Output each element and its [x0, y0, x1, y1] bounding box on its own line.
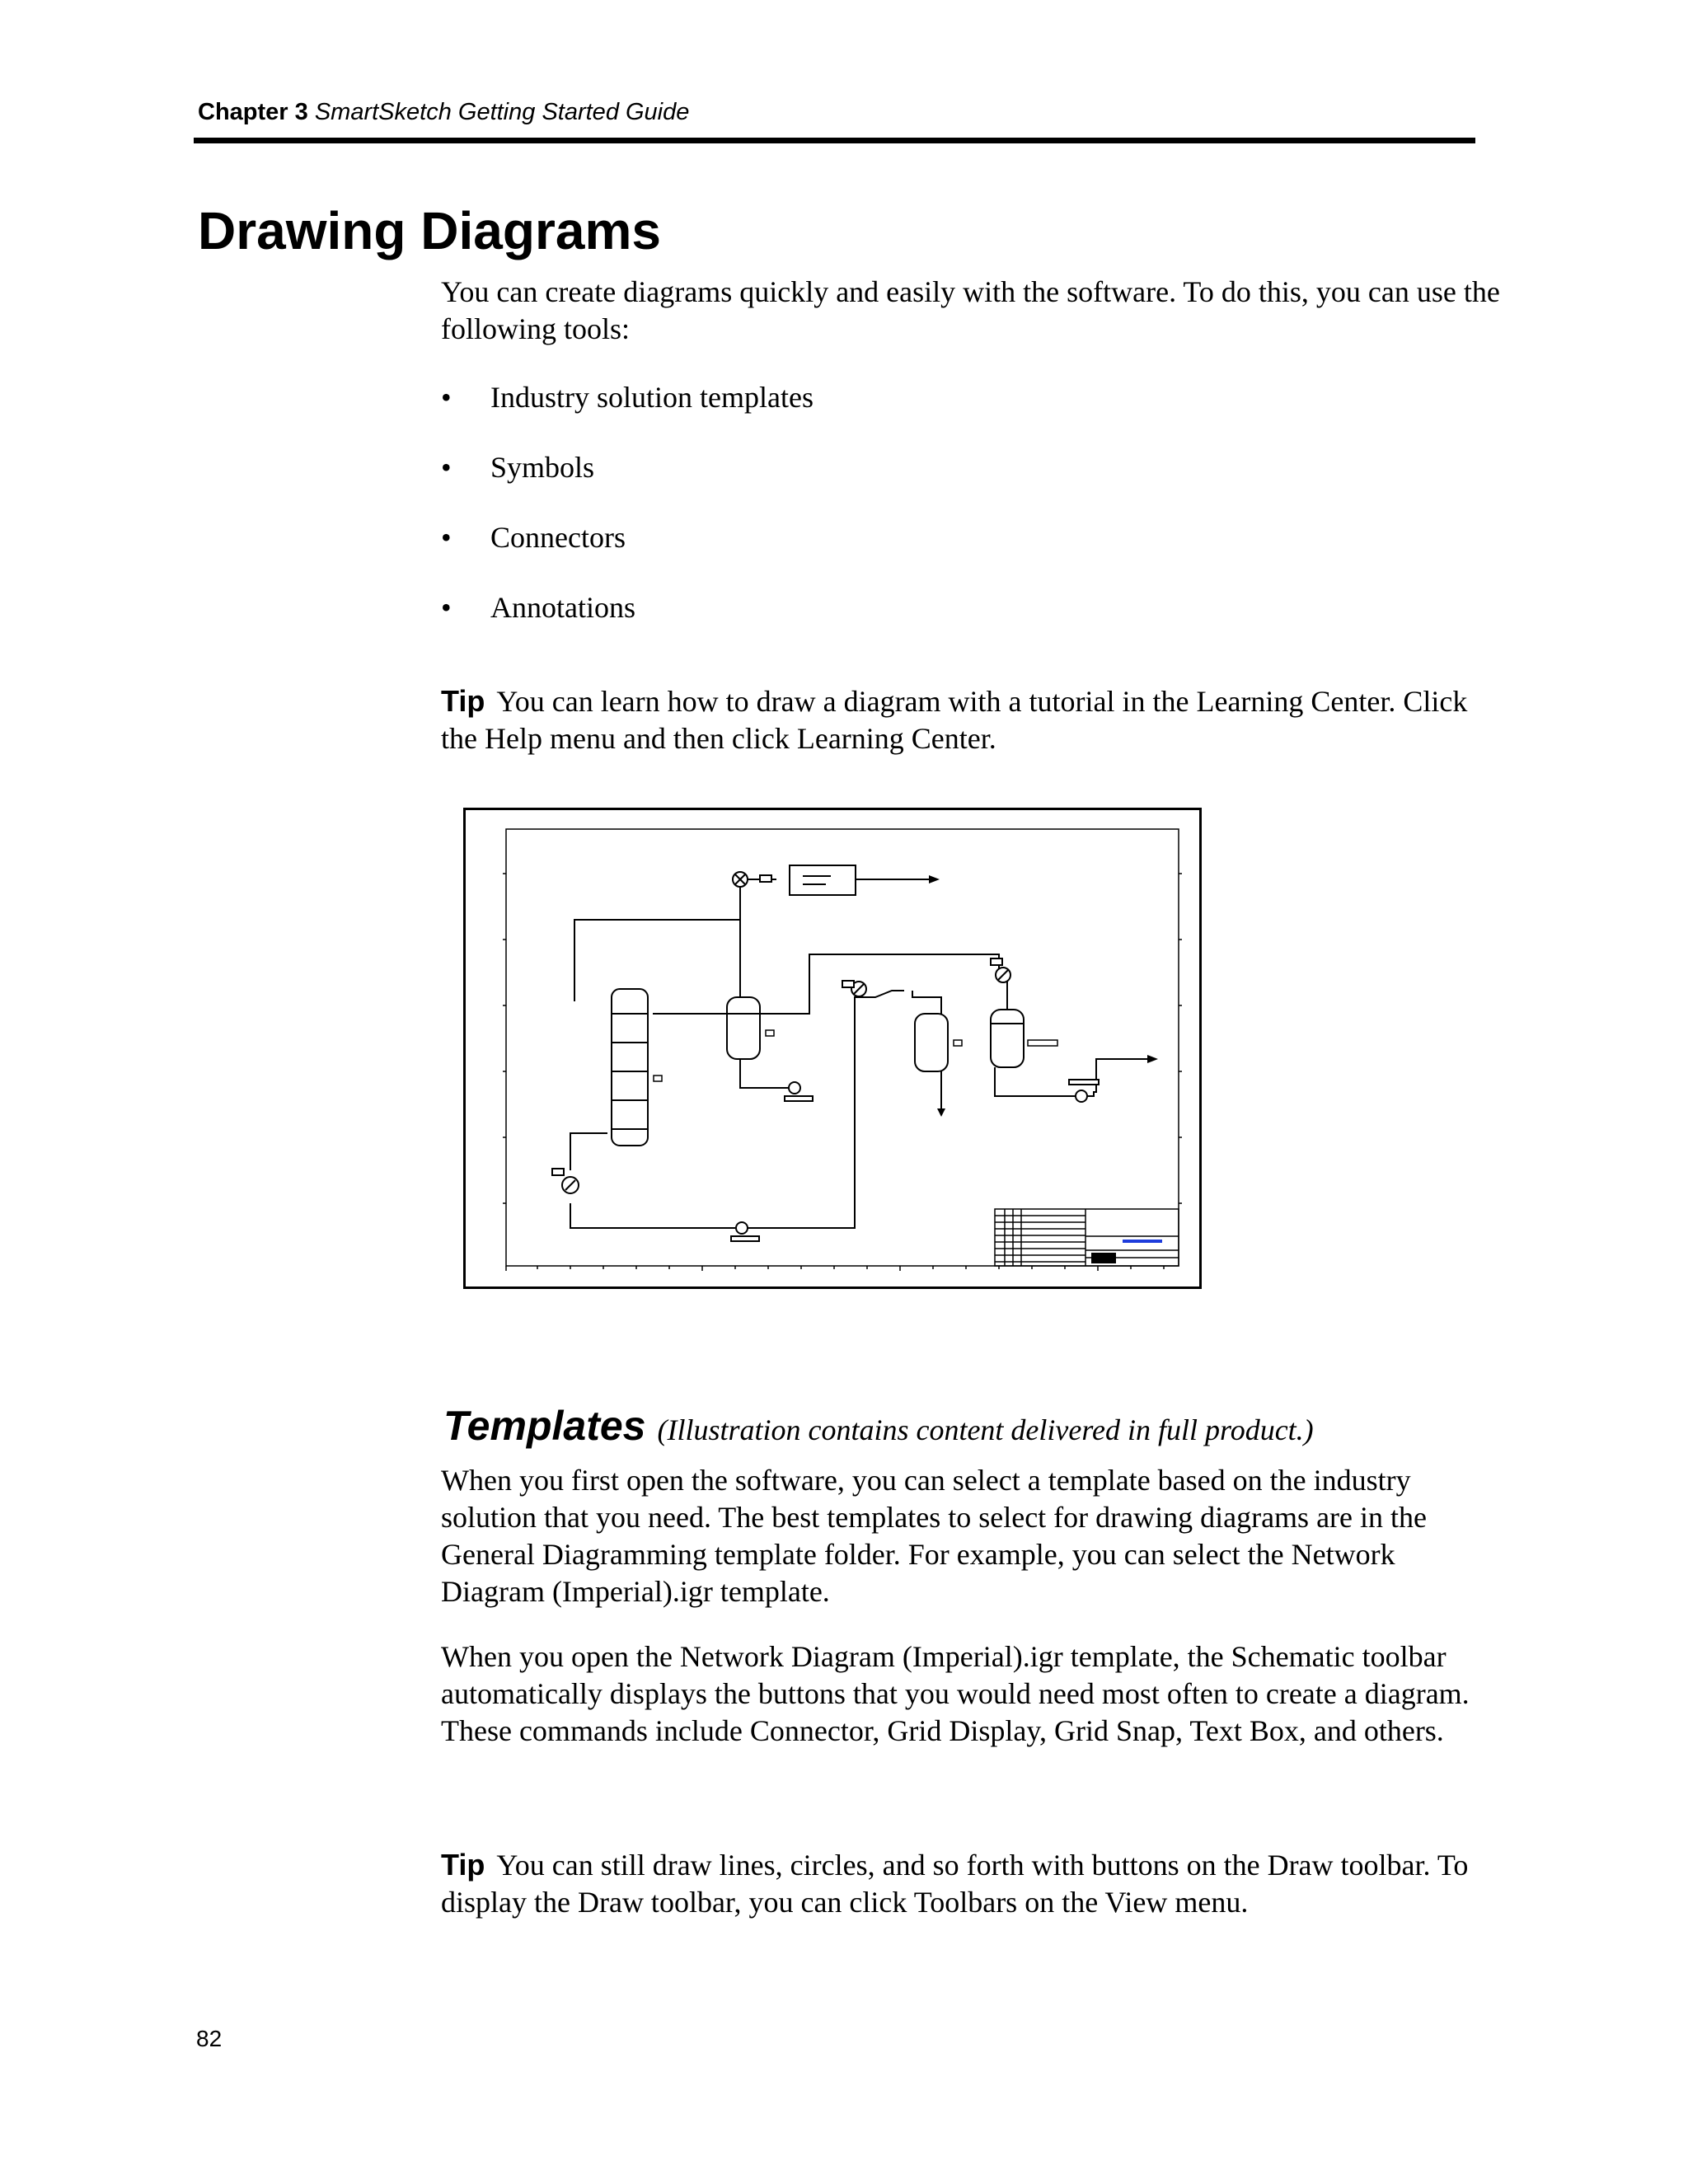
templates-heading-title: Templates — [443, 1403, 646, 1449]
templates-heading — [443, 1401, 1314, 1461]
title-block-logo-bar — [1123, 1240, 1162, 1243]
list-item — [441, 449, 814, 519]
bullet-icon: • — [441, 521, 452, 554]
list-item — [441, 519, 814, 589]
instrument-box — [790, 865, 856, 895]
list-item-text: Connectors — [490, 521, 626, 554]
process-diagram-illustration — [463, 808, 1202, 1289]
page-title: Drawing Diagrams — [198, 201, 661, 260]
bullet-icon: • — [441, 451, 452, 484]
tip-label: Tip — [441, 684, 485, 718]
bullet-icon: • — [441, 381, 452, 414]
tip-learning-center — [441, 682, 1504, 757]
list-item-text: Symbols — [490, 451, 595, 484]
tip-label: Tip — [441, 1848, 485, 1882]
tip-text: You can learn how to draw a diagram with a tutorial in the Learning Center. Click the Help menu and then click Learning Center. — [441, 685, 1468, 755]
list-item-text: Annotations — [490, 591, 635, 624]
tip-draw-toolbar — [441, 1846, 1504, 1921]
distillation-column — [612, 989, 648, 1146]
chapter-label: Chapter 3 — [198, 99, 308, 125]
running-header — [198, 99, 689, 126]
guide-title: SmartSketch Getting Started Guide — [314, 99, 690, 125]
templates-paragraph-2: When you open the Network Diagram (Imperial).igr template, the Schematic toolbar automatically displays the buttons that you would need most often to create a diagram. These commands include Connector, Grid Display, Grid Snap, Text Box, and others. — [441, 1640, 1470, 1747]
header-rule — [194, 138, 1475, 143]
list-item-text: Industry solution templates — [490, 381, 814, 414]
intro-paragraph: You can create diagrams quickly and easily with the software. To do this, you can use the following tools: — [441, 275, 1500, 345]
title-block-fill — [1091, 1253, 1116, 1263]
list-item — [441, 379, 814, 449]
tools-list — [441, 379, 814, 659]
list-item — [441, 589, 814, 659]
page-number: 82 — [196, 2026, 223, 2051]
tip-text: You can still draw lines, circles, and so forth with buttons on the Draw toolbar. To display the Draw toolbar, you can click Toolbars on the View menu. — [441, 1849, 1469, 1919]
templates-paragraph-1: When you first open the software, you can select a template based on the industry solution that you need. The best templates to select for drawing diagrams are in the General Diagramming template folder. For example, you can select the Network Diagram (Imperial).igr template. — [441, 1464, 1427, 1608]
templates-heading-note: (Illustration contains content delivered in full product.) — [657, 1413, 1314, 1446]
bullet-icon: • — [441, 591, 452, 624]
